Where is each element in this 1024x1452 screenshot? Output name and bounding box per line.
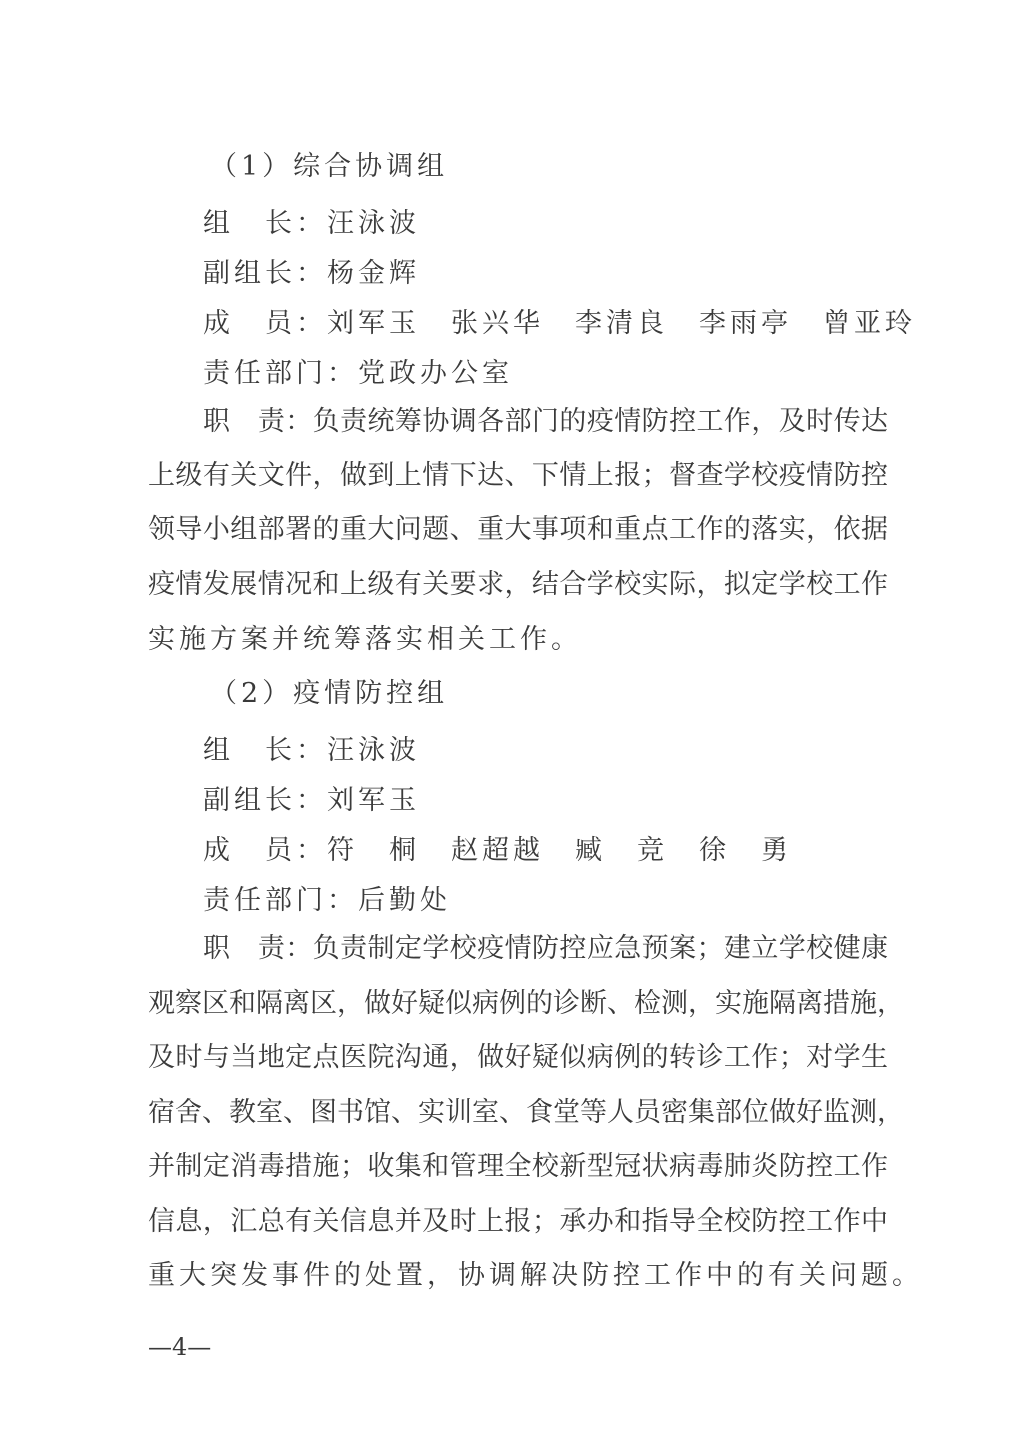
section2-heading: （2）疫情防控组 xyxy=(210,678,449,709)
section1-duty-line: 领导小组部署的重大问题、重大事项和重点工作的落实，依据 xyxy=(148,514,888,545)
section2-duty-line: 及时与当地定点医院沟通，做好疑似病例的转诊工作；对学生 xyxy=(148,1042,888,1073)
section2-leader: 组 长：汪泳波 xyxy=(203,735,420,766)
page-number: —4— xyxy=(148,1333,212,1361)
section1-leader: 组 长：汪泳波 xyxy=(203,208,420,239)
section1-duty-line: 疫情发展情况和上级有关要求，结合学校实际，拟定学校工作 xyxy=(148,569,888,600)
section1-members: 成 员：刘军玉 张兴华 李清良 李雨亭 曾亚玲 xyxy=(203,308,916,339)
section1-heading: （1）综合协调组 xyxy=(210,151,449,182)
section1-duty-line: 实施方案并统筹落实相关工作。 xyxy=(148,624,582,655)
section2-duty-line: 并制定消毒措施；收集和管理全校新型冠状病毒肺炎防控工作 xyxy=(148,1151,888,1182)
section2-department: 责任部门：后勤处 xyxy=(203,885,451,916)
section1-duty-line: 上级有关文件，做到上情下达、下情上报；督查学校疫情防控 xyxy=(148,460,888,491)
section2-duty-line: 观察区和隔离区，做好疑似病例的诊断、检测，实施隔离措施， xyxy=(148,988,904,1019)
section1-department: 责任部门：党政办公室 xyxy=(203,358,513,389)
section2-duty-line: 重大突发事件的处置，协调解决防控工作中的有关问题。 xyxy=(148,1260,923,1291)
section1-deputy: 副组长：杨金辉 xyxy=(203,258,420,289)
section2-duty-line: 宿舍、教室、图书馆、实训室、食堂等人员密集部位做好监测， xyxy=(148,1097,904,1128)
section2-duty-line: 信息，汇总有关信息并及时上报；承办和指导全校防控工作中 xyxy=(148,1206,888,1237)
section2-deputy: 副组长：刘军玉 xyxy=(203,785,420,816)
section2-duty-line: 职 责：负责制定学校疫情防控应急预案；建立学校健康 xyxy=(203,933,888,964)
section1-duty-line: 职 责：负责统筹协调各部门的疫情防控工作，及时传达 xyxy=(203,406,888,437)
section2-members: 成 员：符 桐 赵超越 臧 竞 徐 勇 xyxy=(203,835,792,866)
